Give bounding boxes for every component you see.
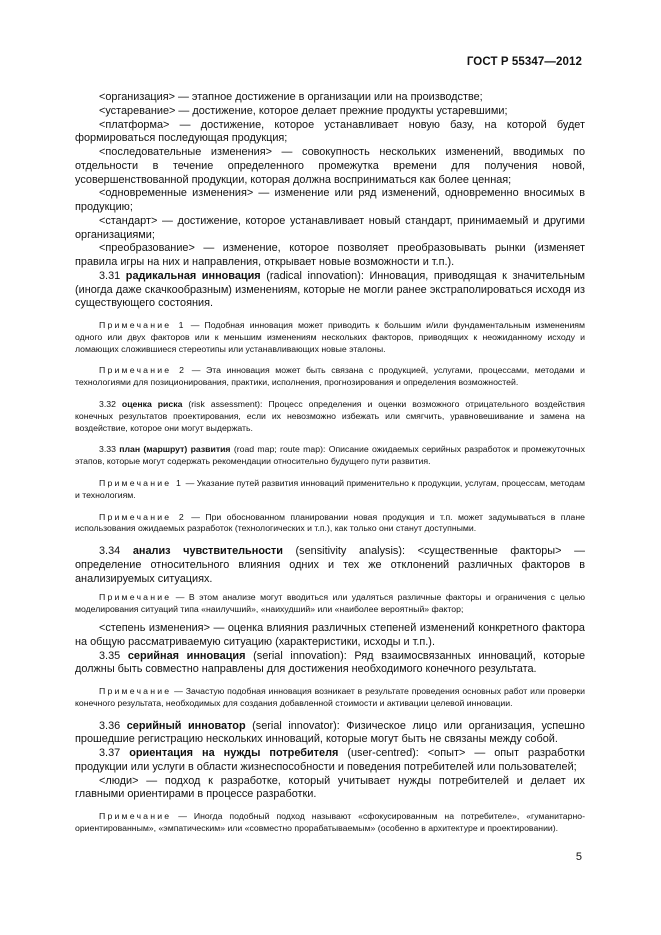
note-3-33-2 [75, 512, 585, 536]
term-definition: (serial innovation): Ряд взаимосвязанных инноваций, которые должны быть совместно направлены для достижения необходимого конечного результата. [75, 649, 585, 676]
term-number: 3.37 [99, 747, 121, 760]
note-3-34 [75, 592, 585, 616]
term-definition: (user-centred): <опыт> — опыт разработки продукции или услуги в области жизнеспособности и поведения потребителей или пользователей; [75, 747, 585, 773]
term-3-35 [75, 650, 585, 678]
page-number: 5 [575, 851, 582, 863]
term-definition: (risk assessment): Процесс определения и оценки возможного отрицательного воздействия конечных результатов проектирования, если их невозможно избежать или смягчить, уравновешивание и замена на воздействие, которое они могут выдержать. [75, 398, 585, 433]
note-label: Примечание 1 [99, 320, 186, 330]
note-text: — Указание путей развития инноваций применительно к продукции, услугам, процессам, методам и технологиям. [75, 477, 585, 500]
term-number: 3.32 [99, 398, 116, 409]
note-3-33-1 [75, 478, 585, 502]
document-id: ГОСТ Р 55347—2012 [466, 56, 582, 68]
note-text: — При обоснованном планировании новая продукция и т.п. может задумываться в плане использования ожидаемых разработок (технологических и т.п.), как только они станут доступными. [75, 511, 585, 534]
term-name: серийная инновация [127, 649, 246, 662]
list-item: <одновременные изменения> — изменение или ряд изменений, одновременно вносимых в продукцию; [75, 187, 585, 213]
term-3-34 [75, 545, 585, 586]
note-3-37 [75, 811, 585, 835]
note-3-31-1 [75, 320, 585, 355]
list-item: <преобразование> — изменение, которое позволяет преобразовывать рынки (изменяет правила игры на них и направления, открывает новые возможности и т.п.). [75, 242, 585, 268]
note-label: Примечание 2 [99, 511, 186, 522]
note-label: Примечание [99, 686, 172, 696]
term-name: ориентация на нужды потребителя [129, 747, 339, 760]
term-definition: (sensitivity analysis): <существенные факторы> — определение относительного влияния одних и тех же отклонений различных факторов в анализируемых ситуациях. [75, 545, 586, 585]
term-name: радикальная инновация [125, 269, 261, 282]
note-3-31-2 [75, 365, 585, 389]
page-content [75, 91, 585, 845]
term-3-31 [75, 270, 585, 311]
term-3-33 [75, 444, 585, 468]
term-number: 3.34 [99, 545, 121, 558]
list-item: <организация> — этапное достижение в организации или на производстве; [99, 91, 483, 103]
note-text: — В этом анализе могут вводиться или удаляться различные факторы и ограничения с целью моделирования ситуаций типа «наилучший», «наихудший» или «наиболее вероятный» фактор; [75, 592, 585, 615]
note-label: Примечание 1 [99, 477, 184, 488]
note-text: — Эта инновация может быть связана с продукцией, услугами, процессами, методами и технологиями для позиционирования, практики, исполнения, прогнозирования и определения возможностей. [75, 365, 585, 388]
note-text: — Подобная инновация может приводить к большим и/или фундаментальным изменениям одного или двух факторов или к меньшим изменениям нескольких факторов, приводящих к неожиданному исходу и ломающих сложившиеся стереотипы или устанавливающих новые эталоны. [75, 320, 585, 354]
term-3-32 [75, 399, 585, 434]
term-name: план (маршрут) развития [119, 444, 231, 455]
term-3-36 [75, 720, 585, 748]
note-text: — Иногда подобный подход называют «сфокусированным на потребителе», «гуманитарно-ориентированным», «эмпатическим» или «совместно прорабатываемым» (особенно в архитектуре и проектировании). [75, 811, 585, 833]
list-item: <устаревание> — достижение, которое делает прежние продукты устаревшими; [99, 104, 508, 117]
term-name: анализ чувствительности [132, 545, 283, 558]
note-3-35 [75, 686, 585, 710]
term-number: 3.31 [99, 269, 121, 282]
term-number: 3.35 [99, 649, 121, 662]
list-item: <платформа> — достижение, которое устанавливает новую базу, на которой будет формироваться последующая продукция; [75, 118, 585, 145]
term-definition: (road map; route map): Описание ожидаемых серийных разработок и промежуточных этапов, которые могут содержать рекомендации относительно будущего пути развития. [75, 444, 585, 467]
term-number: 3.33 [99, 444, 116, 455]
term-definition: (radical innovation): Инновация, приводящая к значительным (иногда даже скачкообразным) изменениям, которые не могли ранее экстраполироваться исходя из существующего состояния. [75, 269, 586, 310]
term-3-37 [75, 747, 585, 775]
term-definition: (serial innovator): Физическое лицо или организация, успешно прошедшие регистрацию нескольких инноваций, которые могут быть не связаны между собой. [75, 719, 585, 746]
term-name: серийный инноватор [126, 719, 246, 732]
note-text: — Зачастую подобная инновация возникает в результате проведения основных работ или проверки конечного результата, необходимых для создания добавленной стоимости и активации целевой инновации. [75, 686, 585, 708]
term-number: 3.36 [99, 719, 121, 732]
note-label: Примечание 2 [99, 365, 187, 376]
term-3-34-degree: <степень изменения> — оценка влияния различных степеней изменений конкретного фактора на общую рассматриваемую ситуацию (характеристики, исходы и т.п.). [75, 622, 585, 648]
list-item: <стандарт> — достижение, которое устанавливает новый стандарт, принимаемый и другими организациями; [75, 214, 585, 241]
term-3-37-people: <люди> — подход к разработке, который учитывает нужды потребителей и делает их главными ориентирами в процессе разработки. [75, 774, 585, 801]
note-label: Примечание [99, 592, 172, 603]
list-item: <последовательные изменения> — совокупность нескольких изменений, вводимых по отдельности в течение определенного промежутка времени для получения новой, усовершенствованной продукции, которая должна восприниматься как более ценная; [75, 146, 585, 186]
note-label: Примечание [99, 811, 172, 822]
term-name: оценка риска [121, 398, 183, 409]
